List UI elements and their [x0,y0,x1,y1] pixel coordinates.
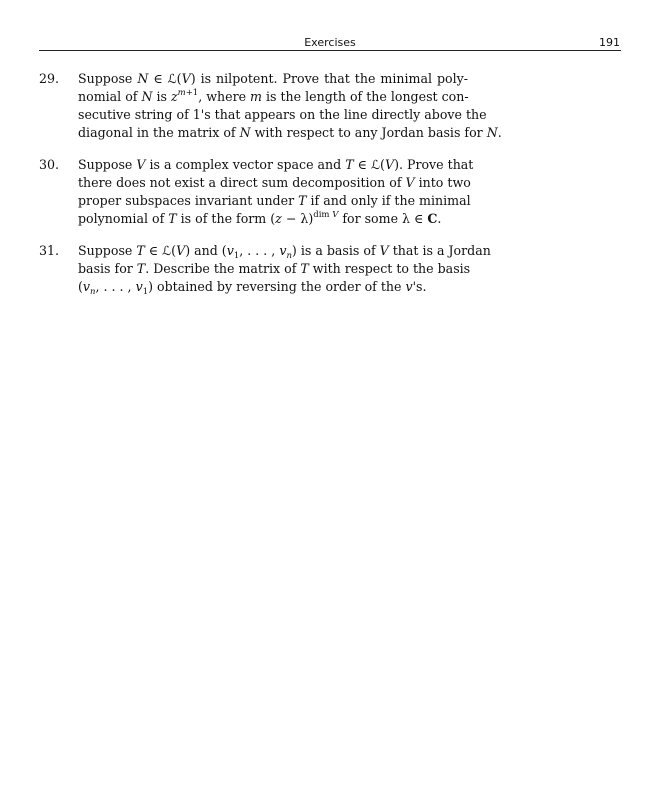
exercise-list [39,70,502,310]
exercise-line: proper subspaces invariant under T if and only if the minimal [78,193,471,208]
exercise-line: Suppose V is a complex vector space and T ∈ ℒ(V). Prove that [78,157,474,172]
exercise-number: 31. [39,243,60,258]
exercise-line: diagonal in the matrix of N with respect to any Jordan basis for N. [78,125,502,140]
exercise-29 [39,70,502,142]
exercise-line: basis for T. Describe the matrix of T with respect to the basis [78,261,471,276]
exercise-line: there does not exist a direct sum decomposition of V into two [78,175,471,190]
exercise-line: polynomial of T is of the form $(z - \lambda)^{dim V}$ for some λ ∈ C. [78,210,442,226]
page-number: 191 [599,36,620,49]
exercise-line: ($v_n$, . . . , $v_1$) obtained by reversing the order of the v's. [78,279,427,297]
exercise-number: 29. [39,71,60,86]
exercise-number: 30. [39,157,60,172]
exercise-line: Suppose N ∈ ℒ(V) is nilpotent. Prove that the minimal poly- [78,71,468,86]
running-title: Exercises [304,36,356,49]
exercise-line: secutive string of 1's that appears on the line directly above the [78,107,487,122]
exercise-30 [39,156,479,228]
exercise-line: Suppose T ∈ ℒ(V) and ($v_1$, . . . , $v_n$) is a basis of V that is a Jordan [78,243,491,261]
exercise-line: nomial of N is $z^{m+1}$, where m is the length of the longest con- [78,88,469,104]
exercise-31 [39,242,491,297]
running-head [39,36,621,51]
